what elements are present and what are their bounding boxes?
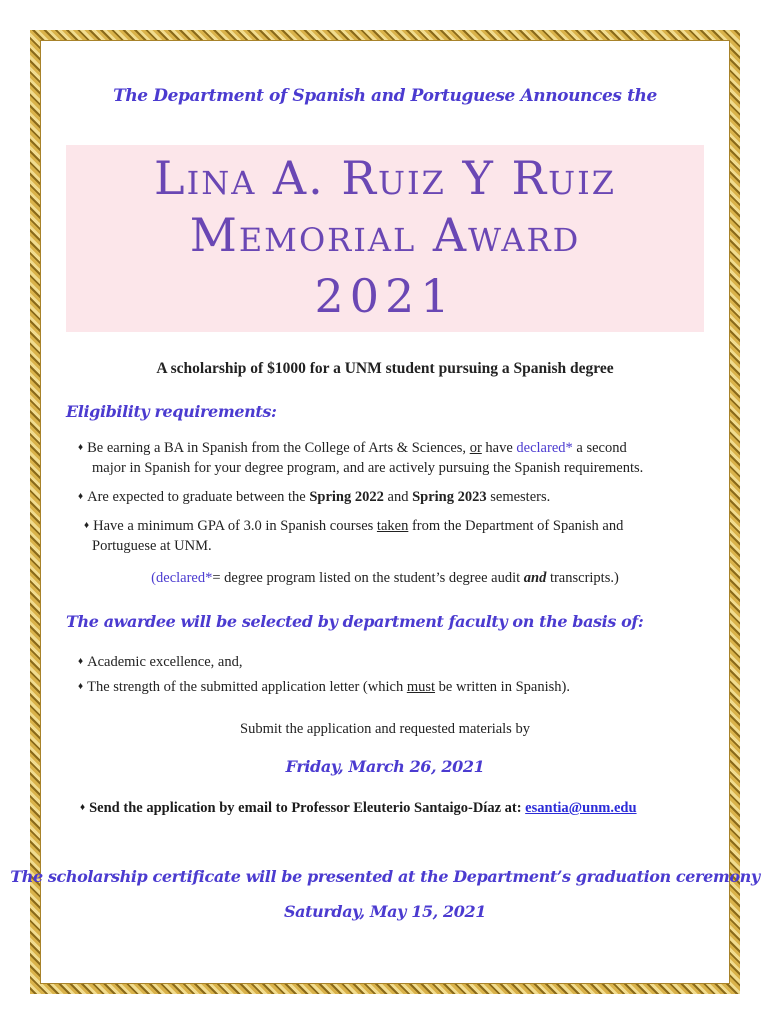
selection-heading: The awardee will be selected by department faculty on the basis of: [66,612,644,631]
bullet-icon: ♦ [78,491,84,502]
bullet-icon: ♦ [78,656,84,667]
bullet-icon: ♦ [78,681,84,692]
declared-footnote: (declared*= degree program listed on the student’s degree audit and transcripts.) [151,570,619,586]
award-title-line1: Lina A. Ruiz Y Ruiz [154,151,616,205]
award-title-line2: Memorial Award [189,208,581,262]
scholarship-description: A scholarship of $1000 for a UNM student pursuing a Spanish degree [156,360,614,377]
send-instruction: ♦ Send the application by email to Professor Eleuterio Santaigo-Díaz at: esantia@unm.edu [80,800,637,816]
eligibility-item-1: ♦ Be earning a BA in Spanish from the College of Arts & Sciences, or have declared* a second [78,440,627,456]
eligibility-item-3: ♦ Have a minimum GPA of 3.0 in Spanish courses taken from the Department of Spanish and [84,518,624,534]
email-link[interactable]: esantia@unm.edu [525,800,637,816]
bullet-icon: ♦ [80,802,86,813]
presentation-note: The scholarship certificate will be presented at the Department’s graduation ceremony [10,867,760,886]
submit-instruction: Submit the application and requested materials by [240,721,530,737]
eligibility-item-1-line2: major in Spanish for your degree program, and are actively pursuing the Spanish requirements. [92,460,644,476]
bullet-icon: ♦ [78,442,84,453]
bullet-icon: ♦ [84,520,90,531]
selection-item-1: ♦ Academic excellence, and, [78,654,243,670]
eligibility-item-3-line2: Portuguese at UNM. [92,538,212,554]
ceremony-date: Saturday, May 15, 2021 [284,902,486,921]
award-year: 2021 [314,269,456,323]
announcement-heading: The Department of Spanish and Portuguese Announces the [113,86,657,106]
eligibility-heading: Eligibility requirements: [66,402,277,421]
selection-item-2: ♦ The strength of the submitted application letter (which must be written in Spanish). [78,679,570,695]
eligibility-item-2: ♦ Are expected to graduate between the Spring 2022 and Spring 2023 semesters. [78,489,551,505]
deadline-date: Friday, March 26, 2021 [285,757,485,776]
